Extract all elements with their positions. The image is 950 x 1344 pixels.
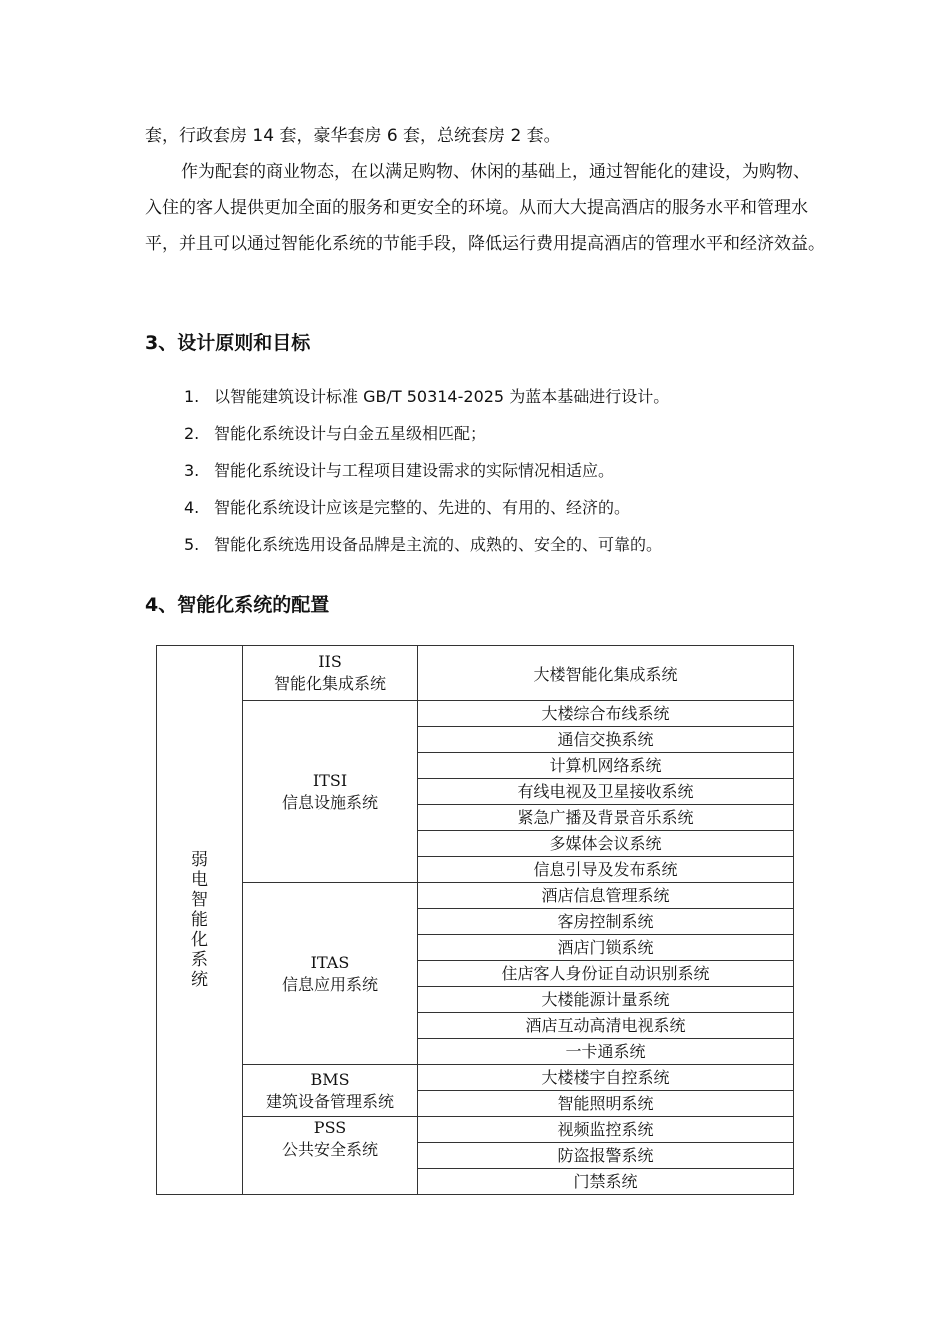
group-cell-itsi: ITSI 信息设施系统: [243, 701, 418, 883]
intro-line: 套，行政套房 14 套，豪华套房 6 套，总统套房 2 套。: [145, 126, 561, 146]
intro-paragraph: 作为配套的商业物态，在以满足购物、休闲的基础上，通过智能化的建设，为购物、入住的客人提供更加全面的服务和更安全的环境。从而大大提高酒店的服务水平和管理水平，并且可以通过智能化系统的节能手段，降低运行费用提高酒店的管理水平和经济效益。: [145, 162, 825, 254]
item-cell: 紧急广播及背景音乐系统: [418, 805, 794, 831]
item-cell: 有线电视及卫星接收系统: [418, 779, 794, 805]
table-row: [157, 1117, 794, 1143]
table-row: [157, 646, 794, 701]
design-principles-list: [184, 378, 669, 563]
item-cell: 计算机网络系统: [418, 753, 794, 779]
group-cell-itas: ITAS 信息应用系统: [243, 883, 418, 1065]
item-cell: 视频监控系统: [418, 1117, 794, 1143]
item-cell: 智能照明系统: [418, 1091, 794, 1117]
item-cell: 信息引导及发布系统: [418, 857, 794, 883]
group-cell-pss: PSS 公共安全系统: [243, 1117, 418, 1195]
item-cell: 大楼能源计量系统: [418, 987, 794, 1013]
list-item: 2. 智能化系统设计与白金五星级相匹配；: [184, 424, 487, 443]
table-row: [157, 701, 794, 727]
item-cell: 酒店互动高清电视系统: [418, 1013, 794, 1039]
root-category-cell: 弱电智能化系统: [157, 646, 243, 1195]
item-cell: 防盗报警系统: [418, 1143, 794, 1169]
item-cell: 大楼智能化集成系统: [418, 646, 794, 701]
item-cell: 客房控制系统: [418, 909, 794, 935]
list-item: 3. 智能化系统设计与工程项目建设需求的实际情况相适应。: [184, 461, 615, 480]
item-cell: 住店客人身份证自动识别系统: [418, 961, 794, 987]
item-cell: 多媒体会议系统: [418, 831, 794, 857]
table-row: [157, 883, 794, 909]
group-cell-bms: BMS 建筑设备管理系统: [243, 1065, 418, 1117]
table-row: [157, 1065, 794, 1091]
list-item: 4. 智能化系统设计应该是完整的、先进的、有用的、经济的。: [184, 498, 631, 517]
item-cell: 酒店门锁系统: [418, 935, 794, 961]
list-item: 1. 以智能建筑设计标准 GB/T 50314-2025 为蓝本基础进行设计。: [184, 387, 670, 406]
list-item: 5. 智能化系统选用设备品牌是主流的、成熟的、安全的、可靠的。: [184, 535, 663, 554]
item-cell: 大楼综合布线系统: [418, 701, 794, 727]
section-3-heading: 3、设计原则和目标: [145, 332, 311, 354]
item-cell: 通信交换系统: [418, 727, 794, 753]
item-cell: 门禁系统: [418, 1169, 794, 1195]
item-cell: 大楼楼宇自控系统: [418, 1065, 794, 1091]
system-configuration-table: [156, 645, 794, 1195]
group-cell-iis: IIS 智能化集成系统: [243, 646, 418, 701]
item-cell: 一卡通系统: [418, 1039, 794, 1065]
section-4-heading: 4、智能化系统的配置: [145, 594, 330, 616]
item-cell: 酒店信息管理系统: [418, 883, 794, 909]
